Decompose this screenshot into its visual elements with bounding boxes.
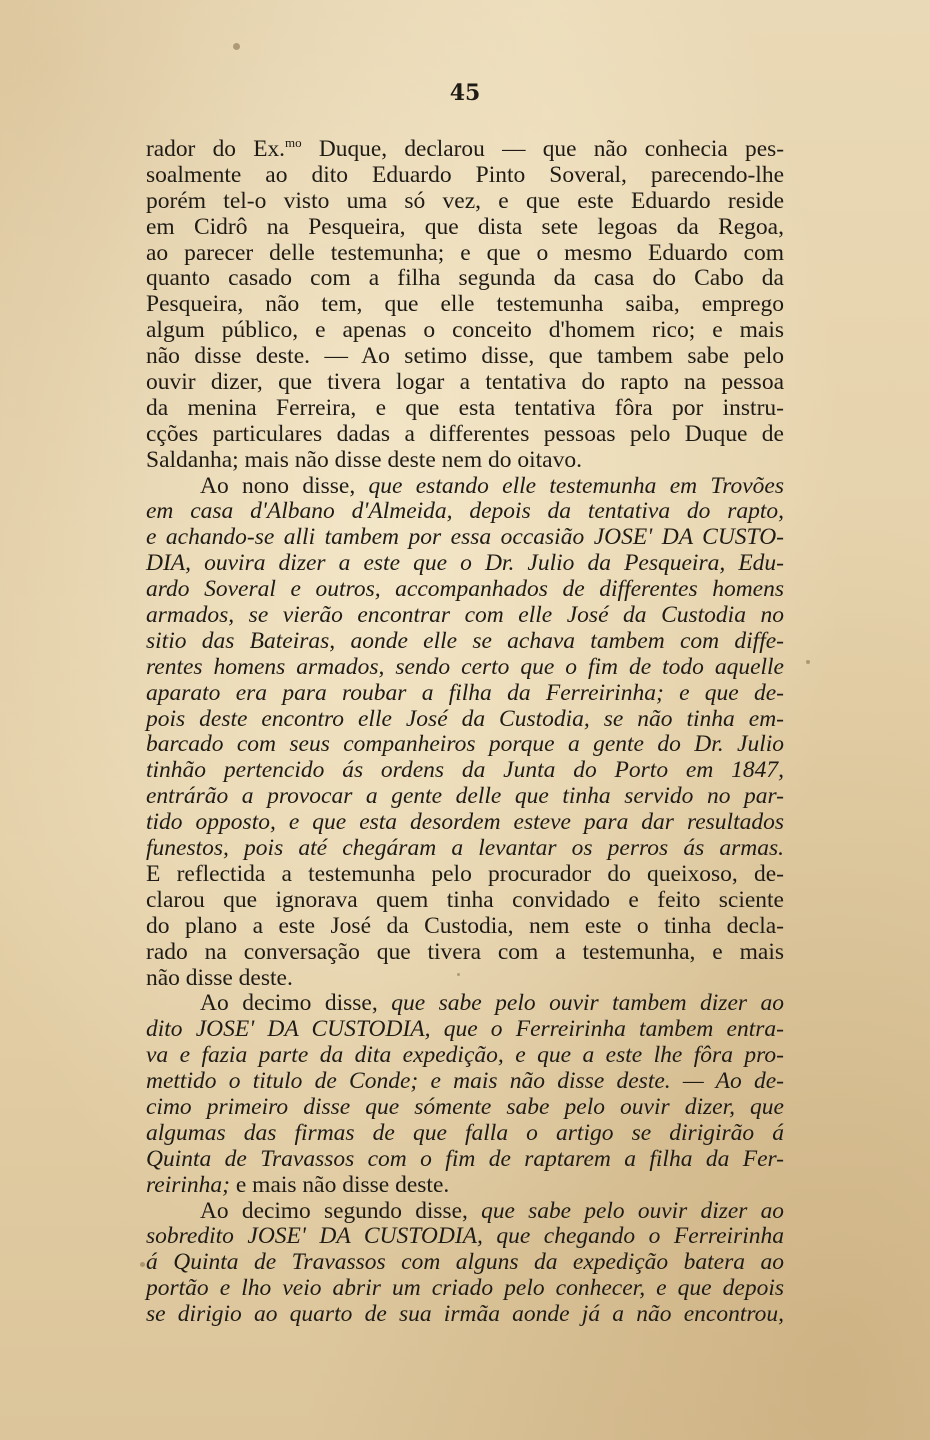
text-line bbox=[146, 1121, 784, 1147]
text-line bbox=[146, 991, 784, 1017]
italic-fragment: cimo primeiro disse que sómente sabe pelo ouvir dizer, que bbox=[146, 1093, 784, 1120]
text-line bbox=[146, 1043, 784, 1069]
italic-fragment: armados, se vierão encontrar com elle José da Custodia no bbox=[146, 602, 784, 629]
body-text bbox=[146, 137, 784, 1328]
text-line: em Cidrô na Pesqueira, que dista sete legoas da Regoa, bbox=[146, 213, 784, 240]
text-line bbox=[146, 1095, 784, 1121]
italic-fragment: que sabe pelo ouvir tambem dizer ao bbox=[391, 990, 784, 1017]
text-line bbox=[146, 707, 784, 733]
paper-speck bbox=[233, 43, 240, 50]
italic-fragment: portão e lho veio abrir um criado pelo conhecer, e que depois bbox=[146, 1275, 784, 1302]
text-line: ao parecer delle testemunha; e que o mesmo Eduardo com bbox=[146, 239, 784, 266]
superscript: mo bbox=[285, 135, 302, 151]
text-line bbox=[146, 551, 784, 577]
italic-fragment: va e fazia parte da dita expedição, e que a este lhe fôra pro- bbox=[146, 1042, 784, 1069]
text-line: quanto casado com a filha segunda da casa do Cabo da bbox=[146, 265, 784, 292]
text-line: algum público, e apenas o conceito d'homem rico; e mais bbox=[146, 317, 784, 344]
text-fragment: Ao decimo disse, bbox=[200, 990, 392, 1017]
italic-fragment: pois deste encontro elle José da Custodia, se não tinha em- bbox=[146, 705, 784, 732]
text-line: E reflectida a testemunha pelo procurador do queixoso, de- bbox=[146, 860, 784, 887]
text-line bbox=[146, 577, 784, 603]
italic-fragment: em casa d'Albano d'Almeida, depois da tentativa do rapto, bbox=[146, 498, 784, 525]
italic-fragment: ardo Soveral e outros, accompanhados de differentes homens bbox=[146, 576, 784, 603]
italic-fragment: á Quinta de Travassos com alguns da expedição batera ao bbox=[146, 1249, 784, 1276]
text-line bbox=[146, 655, 784, 681]
text-fragment: Ao decimo segundo disse, bbox=[200, 1197, 482, 1224]
paper-speck bbox=[140, 1262, 145, 1267]
text-line bbox=[146, 1199, 784, 1225]
text-fragment: e mais não disse deste. bbox=[229, 1171, 450, 1198]
paper-speck bbox=[457, 973, 460, 976]
text-line bbox=[146, 499, 784, 525]
text-line: do plano a este José da Custodia, nem este o tinha decla- bbox=[146, 912, 784, 939]
text-line bbox=[146, 1302, 784, 1328]
italic-fragment: barcado com seus companheiros porque a gente do Dr. Julio bbox=[146, 731, 784, 758]
text-line bbox=[146, 1147, 784, 1173]
italic-fragment: sitio das Bateiras, aonde elle se achava tambem com diffe- bbox=[146, 627, 784, 654]
text-line: rado na conversação que tivera com a testemunha, e mais bbox=[146, 938, 784, 965]
italic-fragment: dito JOSE' DA CUSTODIA, que o Ferreirinha tambem entra- bbox=[146, 1016, 784, 1043]
italic-fragment: e achando-se alli tambem por essa occasião JOSE' DA CUSTO- bbox=[146, 524, 784, 551]
italic-fragment: DIA, ouvira dizer a este que o Dr. Julio da Pesqueira, Edu- bbox=[146, 550, 784, 577]
text-line bbox=[146, 1069, 784, 1095]
italic-fragment: que sabe pelo ouvir dizer ao bbox=[481, 1197, 784, 1224]
text-line: soalmente ao dito Eduardo Pinto Soveral, parecendo-lhe bbox=[146, 161, 784, 188]
italic-fragment: aparato era para roubar a filha da Ferreirinha; e que de- bbox=[146, 679, 784, 706]
text-line: não disse deste. bbox=[146, 964, 293, 991]
italic-fragment: entrárão a provocar a gente delle que tinha servido no par- bbox=[146, 783, 784, 810]
text-line bbox=[146, 1276, 784, 1302]
text-line: cções particulares dadas a differentes pessoas pelo Duque de bbox=[146, 420, 784, 447]
text-line bbox=[146, 732, 784, 758]
text-line bbox=[146, 1224, 784, 1250]
text-line bbox=[146, 1173, 784, 1199]
paper-speck bbox=[806, 660, 810, 664]
text-line: da menina Ferreira, e que esta tentativa fôra por instru- bbox=[146, 394, 784, 421]
italic-fragment: tinhão pertencido ás ordens da Junta do Porto em 1847, bbox=[146, 757, 784, 784]
text-line bbox=[146, 836, 784, 862]
text-line bbox=[146, 629, 784, 655]
italic-fragment: sobredito JOSE' DA CUSTODIA, que chegando o Ferreirinha bbox=[146, 1223, 784, 1250]
text-line bbox=[146, 137, 784, 163]
italic-fragment: rentes homens armados, sendo certo que o fim de todo aquelle bbox=[146, 653, 784, 680]
text-line: Saldanha; mais não disse deste nem do oitavo. bbox=[146, 446, 582, 473]
text-line: ouvir dizer, que tivera logar a tentativa do rapto na pessoa bbox=[146, 369, 784, 396]
text-fragment: Ao nono disse, bbox=[200, 472, 369, 499]
italic-fragment: se dirigio ao quarto de sua irmãa aonde já a não encontrou, bbox=[146, 1301, 784, 1328]
text-line bbox=[146, 784, 784, 810]
text-line bbox=[146, 810, 784, 836]
text-fragment: rador do Ex. bbox=[146, 136, 286, 162]
text-line: Pesqueira, não tem, que elle testemunha saiba, emprego bbox=[146, 291, 784, 318]
text-fragment: Duque, declarou — que não conhecia pes- bbox=[301, 136, 784, 162]
text-line bbox=[146, 603, 784, 629]
text-line bbox=[146, 525, 784, 551]
text-line bbox=[146, 1250, 784, 1276]
text-line: clarou que ignorava quem tinha convidado e feito sciente bbox=[146, 886, 784, 913]
text-line bbox=[146, 681, 784, 707]
italic-fragment: tido opposto, e que esta desordem esteve para dar resultados bbox=[146, 809, 784, 836]
text-line bbox=[146, 1017, 784, 1043]
text-line: porém tel-o visto uma só vez, e que este Eduardo reside bbox=[146, 187, 784, 214]
text-line: não disse deste. — Ao setimo disse, que tambem sabe pelo bbox=[146, 343, 784, 370]
text-line bbox=[146, 474, 784, 500]
italic-fragment: algumas das firmas de que falla o artigo se dirigirão á bbox=[146, 1119, 784, 1146]
italic-fragment: mettido o titulo de Conde; e mais não disse deste. — Ao de- bbox=[146, 1068, 784, 1095]
text-line bbox=[146, 758, 784, 784]
italic-fragment: reirinha; bbox=[146, 1171, 230, 1198]
italic-fragment: funestos, pois até chegáram a levantar os perros ás armas. bbox=[146, 835, 784, 862]
page-number: 45 bbox=[449, 80, 481, 106]
italic-fragment: que estando elle testemunha em Trovões bbox=[368, 472, 784, 499]
italic-fragment: Quinta de Travassos com o fim de raptarem a filha da Fer- bbox=[146, 1145, 784, 1172]
